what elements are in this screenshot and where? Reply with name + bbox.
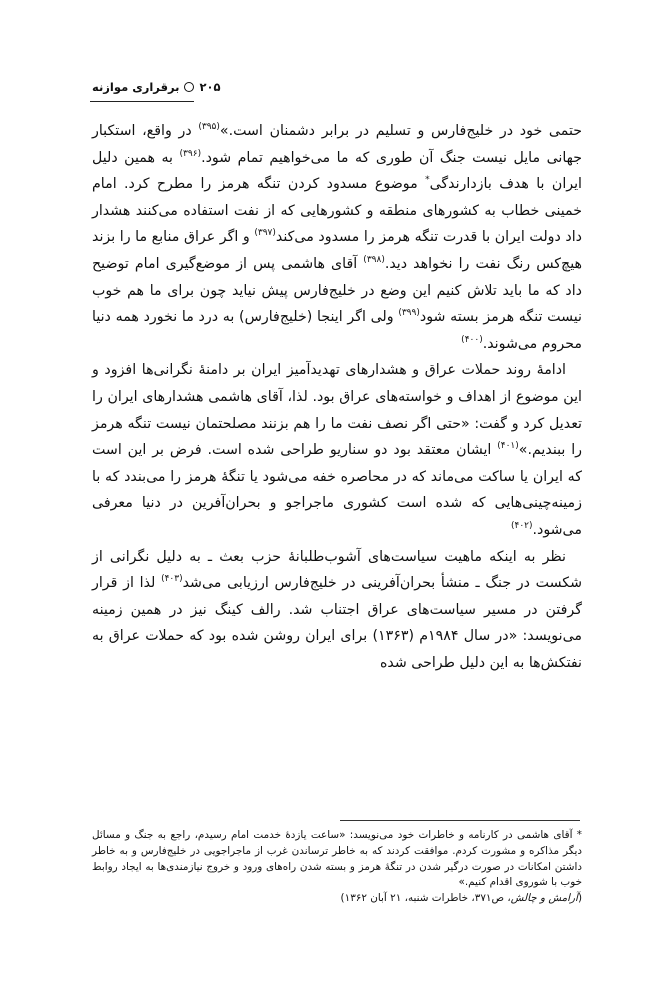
reference-mark: (۳۹۹) xyxy=(398,308,420,319)
text-run: در واقع، استکبار جهانی مایل نیست جنگ آن طوری که ما می‌خواهیم تمام شود. xyxy=(92,123,582,166)
reference-mark: (۳۹۷) xyxy=(254,228,276,239)
text-run: به همین دلیل ایران با هدف بازدارندگی xyxy=(92,149,582,193)
paragraph-1 xyxy=(92,118,582,357)
text-run: آقای هاشمی پس از موضع‌گیری امام توضیح داد که ما باید تلاش کنیم این وضع در خلیج‌فارس پیش نیاید چون برای ما هم خوب نیست تنگه هرمز بسته شود xyxy=(92,255,582,326)
footnote-source xyxy=(92,891,582,907)
footnote-rule xyxy=(340,820,580,821)
main-text xyxy=(92,118,582,676)
text-run: موضوع مسدود کردن تنگه هرمز را مطرح کرد. امام خمینی خطاب به کشورهای منطقه و کشورهایی که از نفت استفاده می‌کنند هشدار داد دولت ایران با قدرت تنگه هرمز را مسدود می‌کند xyxy=(92,176,583,246)
reference-mark: (۴۰۳) xyxy=(161,574,183,585)
text-run: ولی اگر اینجا (خلیج‌فارس) به درد ما نخورد همه دنیا محروم می‌شوند. xyxy=(92,309,582,352)
chapter-title: برقراری موازنه xyxy=(92,80,180,94)
reference-mark: (۴۰۰) xyxy=(461,334,483,345)
paragraph-2 xyxy=(92,357,582,543)
running-header xyxy=(92,80,221,94)
text-run: ایشان معتقد بود دو سناریو طراحی شده است. فرض بر این است که ایران یا ساکت می‌ماند که در محاصره خفه می‌شود یا تنگهٔ هرمز را می‌بندد که با زمینه‌چینی‌هایی که شده است کشوری ماجراجو و بحران‌آفرین در دنیا معرفی می‌شود. xyxy=(92,442,582,538)
paragraph-3 xyxy=(92,544,582,677)
reference-mark: (۳۹۸) xyxy=(363,254,385,265)
text-run: و اگر عراق منابع ما را بزند هیچ‌کس رنگ نفت را نخواهد دید. xyxy=(92,229,582,272)
source-details: ، ص۳۷۱، خاطرات شنبه، ۲۱ آبان ۱۳۶۲) xyxy=(340,892,511,905)
source-title: آرامش و چالش xyxy=(510,892,578,905)
page-number: ۲۰۵ xyxy=(199,80,221,94)
text-run: نظر به اینکه ماهیت سیاست‌های آشوب‌طلبانهٔ حزب بعث ـ به دلیل نگرانی از شکست در جنگ ـ منشأ بحران‌آفرینی در خلیج‌فارس ارزیابی می‌شد xyxy=(92,548,582,592)
reference-mark: (۳۹۶) xyxy=(179,148,202,159)
footnote-text: * آقای هاشمی در کارنامه و خاطرات خود می‌نویسد: «ساعت یازدهٔ خدمت امام رسیدم، راجع به جنگ و مسائل دیگر مذاکره و مشورت کردم. موافقت کردند که به خاطر ترساندن غرب از ماجراجویی در خلیج‌فارس و به خاطر داشتن امکانات در صورت درگیر شدن در تنگهٔ هرمز و بسته شدن راه‌های ورود و خروج نیازمندی‌ها به ایجاد روابط خوب با شوروی اقدام کنیم.» xyxy=(92,829,582,889)
reference-mark: (۴۰۲) xyxy=(510,520,533,531)
reference-mark: (۴۰۱) xyxy=(497,441,519,452)
text-run: ادامهٔ روند حملات عراق و هشدارهای تهدیدآمیز ایران بر دامنهٔ نگرانی‌ها افزود و این موضوع از اهداف و خواسته‌های عراق بود. لذا، آقای هاشمی هشدارهای ایران را تعدیل کرد و گفت: «حتی اگر نصف نفت ما را هم بزنند مصلحتمان نیست تنگه هرمز را ببندیم.» xyxy=(92,362,583,459)
source-paren: ( xyxy=(577,892,582,905)
header-rule xyxy=(90,101,194,102)
text-run: لذا از قرار گرفتن در مسیر سیاست‌های عراق اجتناب شد. رالف کینگ نیز در همین زمینه می‌نویسد: «در سال ۱۹۸۴م (۱۳۶۳) برای ایران روشن شده بود که حملات عراق به نفتکش‌ها به این دلیل طراحی شده xyxy=(92,575,582,671)
text-run: حتمی خود در خلیج‌فارس و تسلیم در برابر دشمنان است.» xyxy=(219,123,582,139)
footnote-star-mark: * xyxy=(425,175,430,186)
reference-mark: (۳۹۵) xyxy=(198,122,220,132)
circle-ornament-icon xyxy=(184,82,194,92)
footnotes xyxy=(92,828,582,907)
